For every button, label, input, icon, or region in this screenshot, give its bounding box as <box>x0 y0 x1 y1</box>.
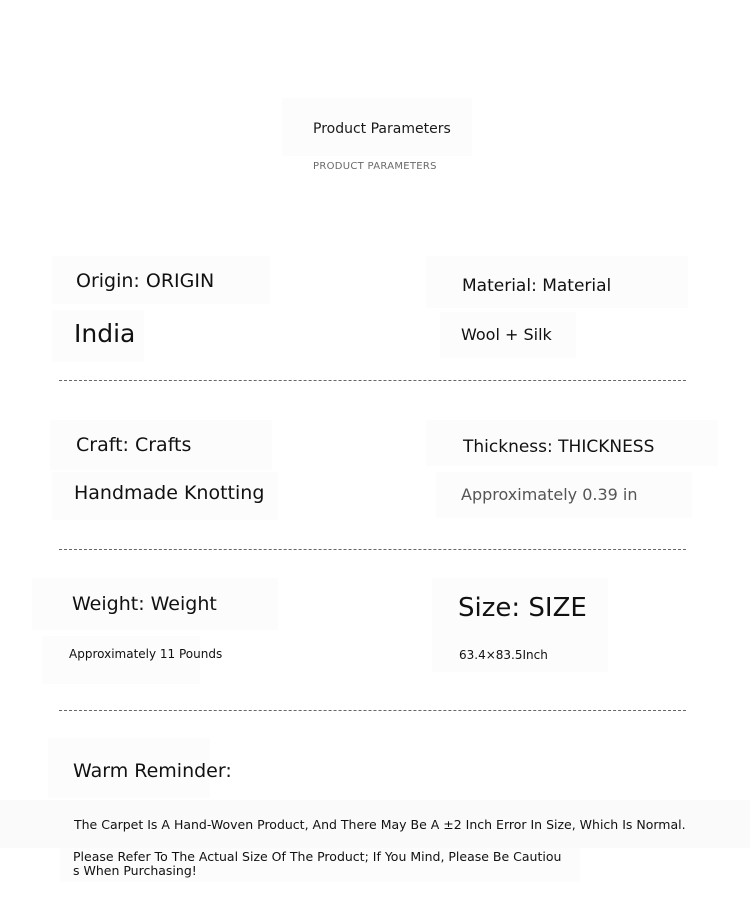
reminder-line-1: The Carpet Is A Hand-Woven Product, And There May Be A ±2 Inch Error In Size, Which Is Normal. <box>74 817 686 832</box>
craft-value: Handmade Knotting <box>74 482 265 504</box>
page-title: Product Parameters <box>313 121 451 137</box>
size-value: 63.4×83.5Inch <box>459 648 548 662</box>
thickness-label: Thickness: THICKNESS <box>463 437 655 457</box>
thickness-value: Approximately 0.39 in <box>461 485 638 504</box>
reminder-line-2b: s When Purchasing! <box>73 863 197 878</box>
material-label: Material: Material <box>462 276 612 296</box>
craft-label: Craft: Crafts <box>76 434 192 456</box>
weight-value: Approximately 11 Pounds <box>69 647 223 661</box>
reminder-title: Warm Reminder: <box>73 760 232 782</box>
page-subtitle: PRODUCT PARAMETERS <box>313 161 437 172</box>
divider-1 <box>59 380 686 381</box>
origin-label: Origin: ORIGIN <box>76 270 215 292</box>
material-value: Wool + Silk <box>461 325 552 344</box>
divider-3 <box>59 710 686 711</box>
origin-value: India <box>74 319 136 348</box>
size-label: Size: SIZE <box>458 593 587 623</box>
reminder-line-2a: Please Refer To The Actual Size Of The Product; If You Mind, Please Be Cautiou <box>73 849 562 864</box>
divider-2 <box>59 549 686 550</box>
weight-label: Weight: Weight <box>72 593 217 615</box>
